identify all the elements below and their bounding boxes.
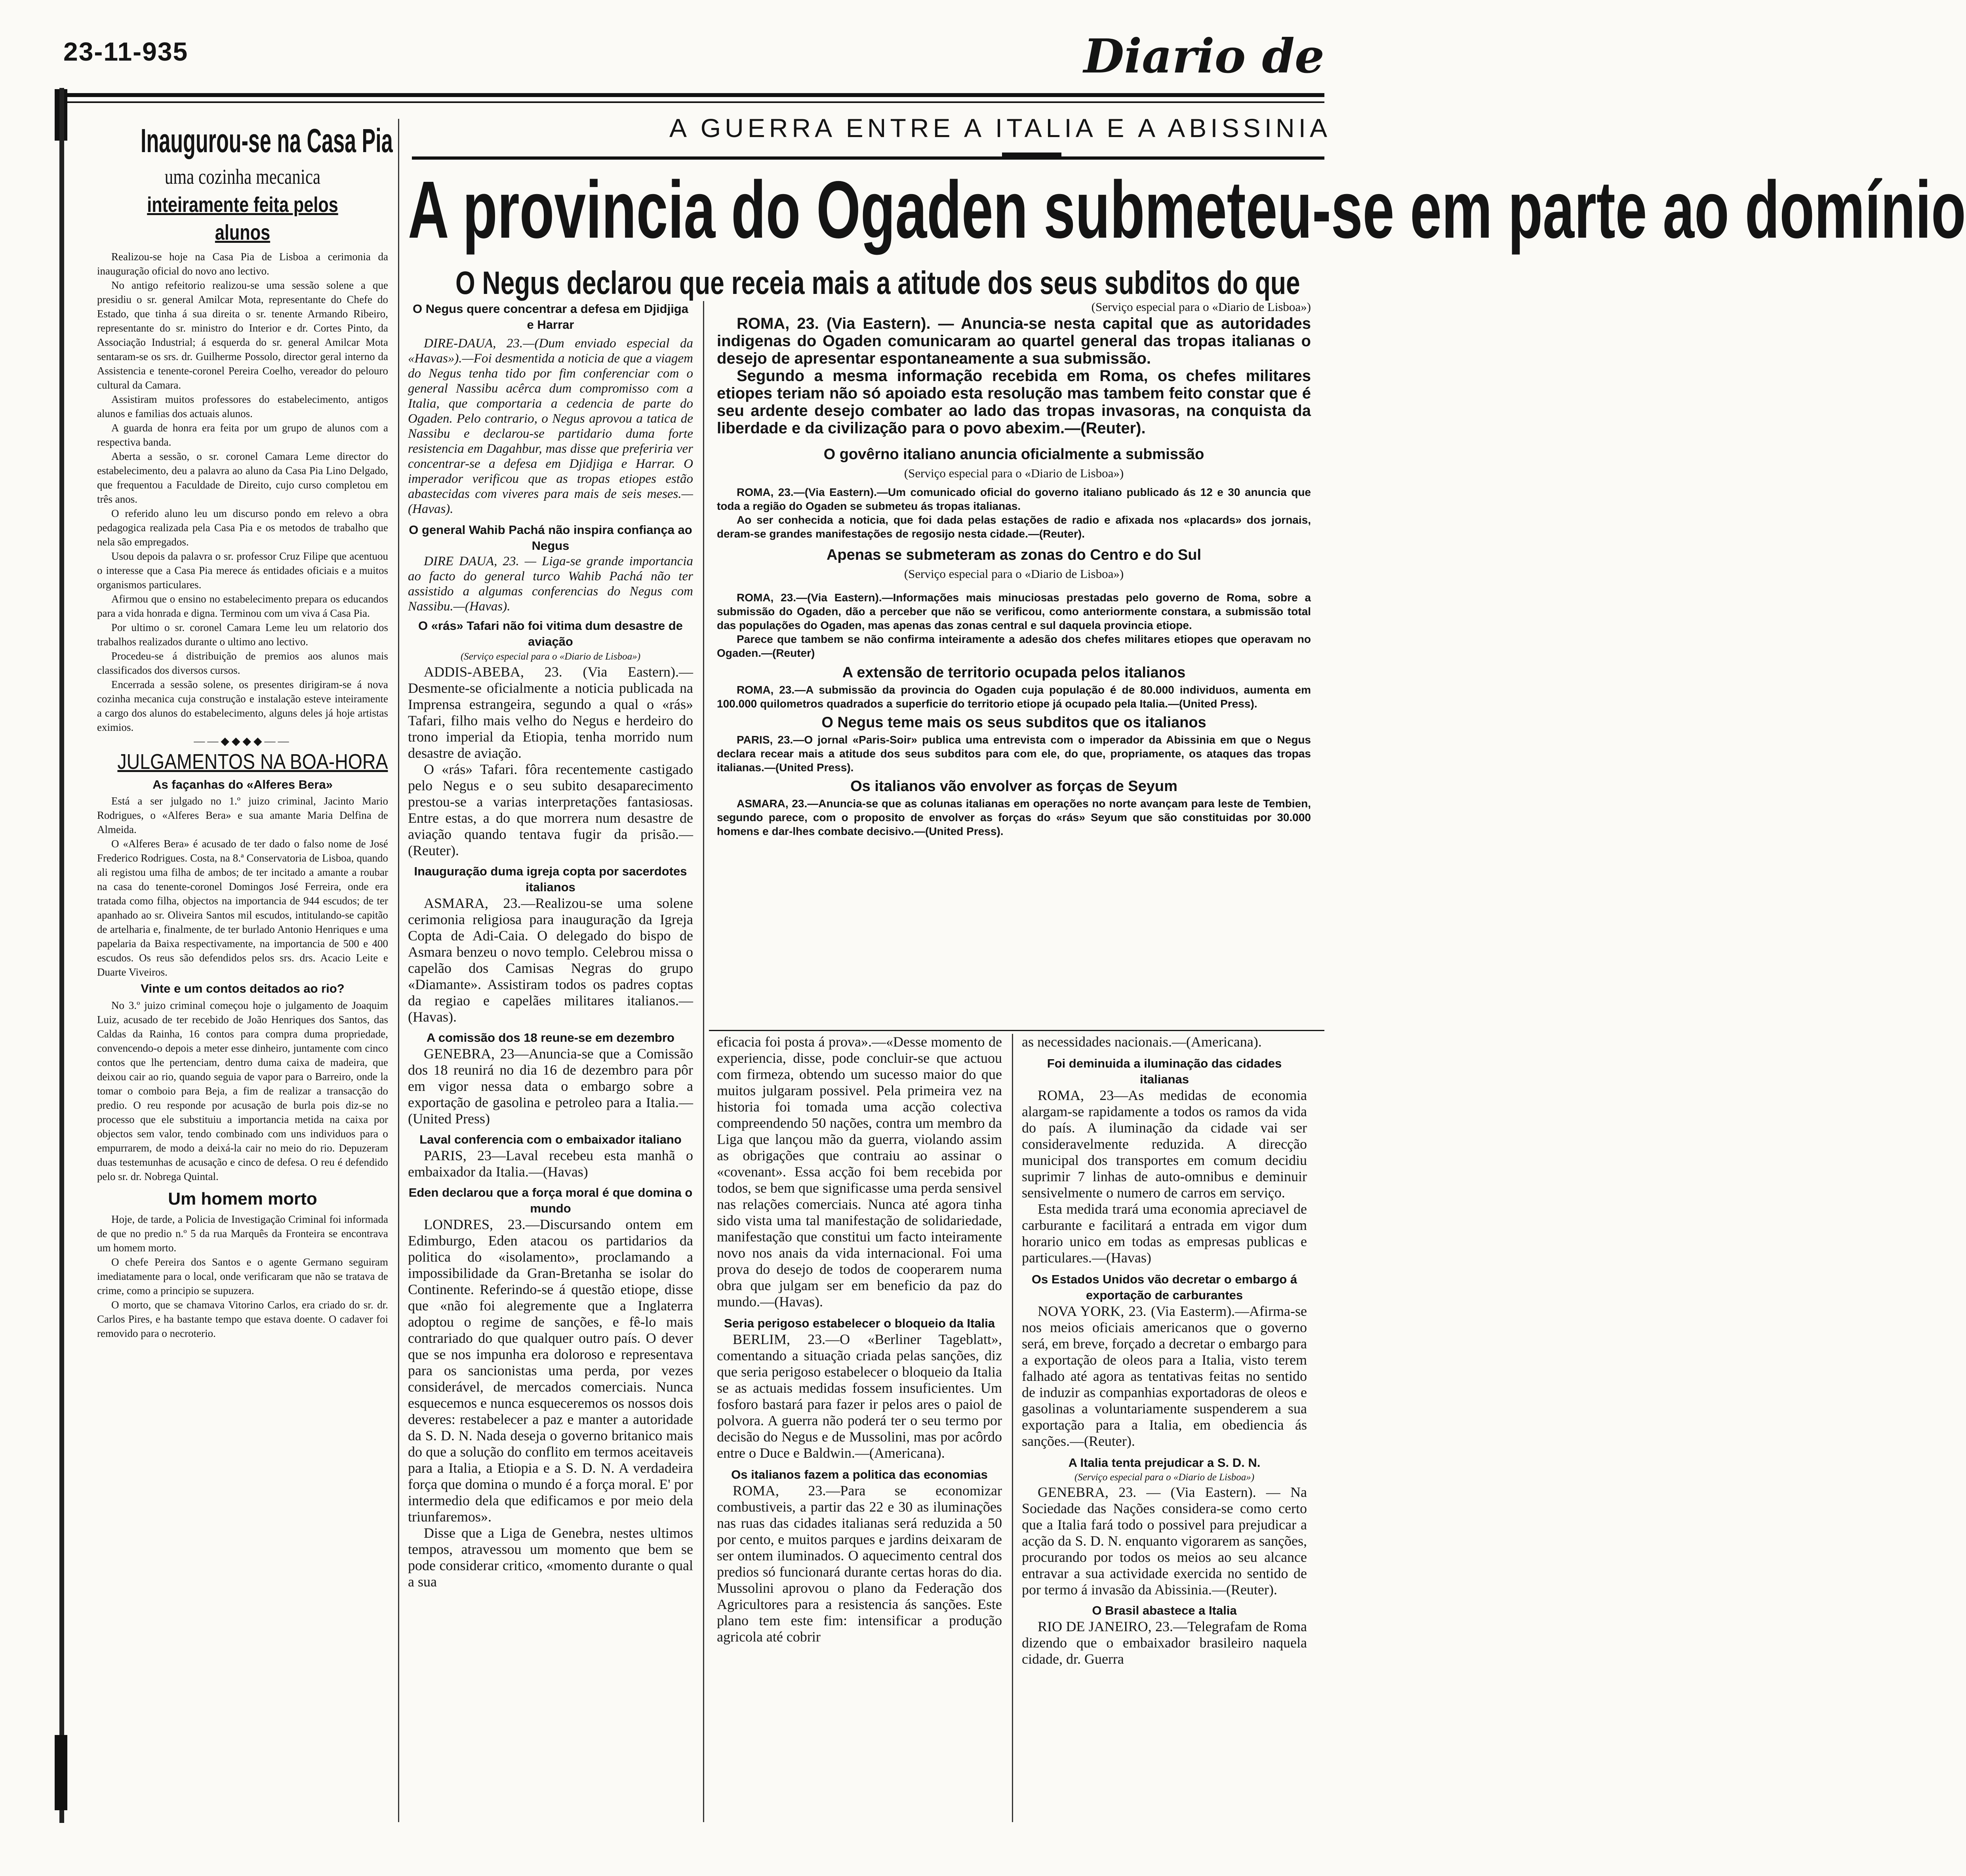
section-body bbox=[408, 895, 693, 1025]
section-body bbox=[717, 1034, 1002, 1310]
paragraph: ROMA, 23.—(Via Eastern).—Informações mais minuciosas prestadas pelo governo de Roma, sobre a submissão do Ogaden, dão a perceber que não se verificou, como anteriormente constara, a submissão total das populações do Ogaden, mas apenas das zonas central e sul daquela provincia etiope. bbox=[717, 591, 1311, 631]
service-note: (Serviço especial para o «Diario de Lisboa») bbox=[904, 466, 1124, 480]
paragraph: Segundo a mesma informação recebida em Roma, os chefes militares etiopes teriam não só apoiado esta resolução mas tambem feito constar que é seu ardente desejo combater ao lado das tropas invasoras, na conquista da liberdade e da civilização para o povo abexim.—(Reuter). bbox=[717, 367, 1311, 437]
paragraph: Ao ser conhecida a noticia, que foi dada pelas estações de radio e afixada nos «placards» dos jornais, deram-se grandes manifestações de regosijo nesta cidade.—(Reuter). bbox=[717, 514, 1311, 540]
service-note: (Serviço especial para o «Diario de Lisboa») bbox=[1091, 300, 1311, 314]
julgamentos-article bbox=[97, 794, 388, 979]
paragraph: ROMA, 23.—Para se economizar combustiveis, a partir das 22 e 30 as iluminações nas ruas das cidades italianas será reduzida a 50 por cento, e muitos parques e jardins deixaram de ser ontem iluminados. O aquecimento central dos predios só funcionará durante certas horas do dia. Mussolini aprovou o plano da Federação dos Agricultores para a resistencia ás sanções. Este plano tem este fim: intensificar a produção agricola até cobrir bbox=[717, 1483, 1002, 1645]
paragraph: PARIS, 23.—O jornal «Paris-Soir» publica uma entrevista com o imperador da Abissinia em que o Negus declara recear mais a atitude dos seus subditos para com ele, do que, propriamente, os ataques das tropas italianas.—(United Press). bbox=[717, 734, 1311, 774]
masthead: Diario de bbox=[1084, 29, 1324, 84]
paragraph: No 3.º juizo criminal começou hoje o julgamento de Joaquim Luiz, acusado de ter recebido de João Henriques dos Santos, das Caldas da Rainha, 16 contos para compra duma propriedade, convencendo-o depois a meter esse dinheiro, juntamente com cinco contos que lhe pertenciam, dentro duma caixa de madeira, que deixou cair ao rio, quando seguia de vapor para o Barreiro, onde la tomar o comboio para Beja, a fim de realizar a transacção do predio. O reu responde por acusação de burla pois diz-se no processo que ele substituiu a importancia metida na caixa por objectos sem valor, tendo combinado com uns individuos para o empurrarem, de modo a deixá-la cair no meio do rio. Depuzeram duas testemunhas de acusação e cinco de defesa. O reu é defendido pelo sr. dr. Nobrega Quintal. bbox=[97, 999, 388, 1182]
section-title: Seria perigoso estabelecer o bloqueio da Italia bbox=[724, 1316, 995, 1330]
vinte-contos-article bbox=[97, 998, 388, 1184]
paragraph: Esta medida trará uma economia apreciavel de carburante e facilitará a entrada em vigor dum horario unico em todas as empresas publicas e particulares.—(Havas) bbox=[1022, 1201, 1307, 1266]
ornament-divider: ——◆◆◆◆—— bbox=[194, 735, 291, 747]
paragraph: Disse que a Liga de Genebra, nestes ultimos tempos, atravessou um momento que bem se pode considerar critico, «momento durante o qual a sua bbox=[408, 1525, 693, 1590]
main-subhead: O Negus declarou que receia mais a atitude dos seus subditos do que bbox=[455, 265, 1300, 301]
paragraph: Por ultimo o sr. coronel Camara Leme leu um relatorio dos trabalhos realizados durante o ultimo ano lectivo. bbox=[97, 622, 388, 648]
header-rule bbox=[59, 93, 1324, 97]
paragraph: RIO DE JANEIRO, 23.—Telegrafam de Roma dizendo que o embaixador brasileiro naquela cidade, dr. Guerra bbox=[1022, 1619, 1307, 1667]
page-date: 23-11-935 bbox=[63, 37, 189, 66]
paragraph: Usou depois da palavra o sr. professor Cruz Filipe que acentuou o interesse que a Casa Pia merece ás entidades oficiais e a muitos organismos particulares. bbox=[97, 550, 388, 591]
casa-pia-article bbox=[97, 250, 388, 734]
section-body bbox=[717, 797, 1311, 838]
paragraph: Afirmou que o ensino no estabelecimento prepara os educandos para a vida honrada e digna. Terminou com um viva á Casa Pia. bbox=[97, 593, 388, 619]
section-body bbox=[408, 1046, 693, 1127]
section-title: O Negus teme mais os seus subditos que os italianos bbox=[821, 714, 1206, 731]
section-body bbox=[1022, 1619, 1307, 1667]
paragraph: O «Alferes Bera» é acusado de ter dado o falso nome de José Frederico Rodrigues. Costa, na 8.ª Conservatoria de Lisboa, quando ali registou uma filha de ambos; de ter incitado a amante a roubar na casa do tenente-coronel Domingos José Ferreira, onde era tratada como filha, objectos na importancia de 944 escudos; de ter apanhado ao sr. Oliveira Santos mil escudos, intitulando-se capitão de artelharia e, finalmente, de ter burlado Antonio Henriques e uma papelaria da Baixa respectivamente, na importancia de 500 e 400 escudos. Os reus são defendidos pelos srs. drs. Acacio Leite e Duarte Viveiros. bbox=[97, 838, 388, 978]
section-title: Os italianos fazem a politica das economias bbox=[731, 1468, 988, 1481]
section-body bbox=[1022, 1087, 1307, 1266]
reuter-article bbox=[717, 315, 1311, 437]
paragraph: Hoje, de tarde, a Policia de Investigação Criminal foi informada de que no predio n.º 5 da rua Marquês da Fronteira se encontrava um homem morto. bbox=[97, 1213, 388, 1254]
section-title: Laval conferencia com o embaixador italiano bbox=[419, 1132, 682, 1146]
paragraph: Aberta a sessão, o sr. coronel Camara Leme director do estabelecimento, deu a palavra ao aluno da Casa Pia Lino Delgado, que frequentou a Faculdade de Direito, cujo curso completou em três anos. bbox=[97, 450, 388, 505]
julgamentos-title: JULGAMENTOS NA BOA-HORA bbox=[117, 750, 388, 774]
section-title: Eden declarou que a força moral é que domina o mundo bbox=[408, 1186, 693, 1215]
column-rule bbox=[1012, 1034, 1013, 1822]
paragraph: ROMA, 23—As medidas de economia alargam-se rapidamente a todos os ramos da vida do país. A iluminação da cidade vai ser consideravelmente reduzida. A direcção municipal dos transportes em comum decidiu suprimir 7 linhas de auto-omnibus e deminuir sensivelmente o numero de carros em serviço. bbox=[1022, 1087, 1307, 1201]
page-margin-rule bbox=[59, 88, 64, 1823]
homem-morto-title: Um homem morto bbox=[168, 1189, 317, 1209]
war-banner: A GUERRA ENTRE A ITALIA E A ABISSINIA bbox=[669, 113, 1331, 143]
column-rule bbox=[703, 301, 704, 1822]
homem-morto-article bbox=[97, 1212, 388, 1340]
section-title: Os italianos vão envolver as forças de Seyum bbox=[850, 778, 1177, 795]
paragraph: O chefe Pereira dos Santos e o agente Germano seguiram imediatamente para o local, onde verificaram que não se tratava de crime, como a principio se supuzera. bbox=[97, 1256, 388, 1296]
paragraph: Assistiram muitos professores do estabelecimento, antigos alunos e familias dos actuais alunos. bbox=[97, 393, 388, 419]
paragraph: Encerrada a sessão solene, os presentes dirigiram-se á nova cozinha mecanica cuja construção e instalação esteve inteiramente a cargo dos alunos do estabelecimento, alguns deles já hoje artistas eximios. bbox=[97, 679, 388, 733]
paragraph: ASMARA, 23.—Realizou-se uma solene cerimonia religiosa para inauguração da Igreja Copta de Adi-Caia. O delegado do bispo de Asmara benzeu o novo templo. Celebrou missa o capelão dos Camisas Negras do grupo «Diamante». Assistiram todos os padres coptas da regiao e capelães militares italianos.—(Havas). bbox=[408, 895, 693, 1025]
paragraph: O «rás» Tafari. fôra recentemente castigado pelo Negus e o seu subito desaparecimento prestou-se a varias interpretações fantasiosas. Entre estas, a do que morrera num desastre de aviação quando tentava fugir da prisão.—(Reuter). bbox=[408, 761, 693, 858]
paragraph: ASMARA, 23.—Anuncia-se que as colunas italianas em operações no norte avançam para leste de Tembien, segundo parece, com o proposito de envolver as forças do «rás» Seyum que são constituidas por 30.000 homens e dar-lhes combate decisivo.—(United Press). bbox=[717, 797, 1311, 837]
main-headline: A provincia do Ogaden submeteu-se em parte ao domínio bbox=[408, 164, 1966, 255]
casa-pia-subhead-2: inteiramente feita pelos alunos bbox=[147, 193, 338, 244]
paragraph: O morto, que se chamava Vitorino Carlos, era criado do sr. dr. Carlos Pires, e ha bastante tempo que estava doente. O cadaver foi removido para o necroterio. bbox=[97, 1299, 388, 1339]
section-body bbox=[1022, 1484, 1307, 1598]
paragraph: as necessidades nacionais.—(Americana). bbox=[1022, 1034, 1262, 1050]
casa-pia-subhead: uma cozinha mecanica bbox=[164, 165, 321, 189]
section-title: O Negus quere concentrar a defesa em Djidjiga e Harrar bbox=[412, 302, 688, 332]
war-wide-block bbox=[717, 299, 1311, 838]
section-body bbox=[717, 683, 1311, 711]
paragraph: NOVA YORK, 23. (Via Easterm).—Afirma-se nos meios oficiais americanos que o governo será, em breve, forçado a decretar o embargo para a exportação de oleos para a Italia, visto terem falhado até agora as tentativas feitas no sentido de induzir as companhias exportadoras de oleos e gasolinas a voluntariamente suspenderem a sua exportação para a Italia, em obediencia ás sanções.—(Reuter). bbox=[1022, 1303, 1307, 1449]
column-rule bbox=[398, 119, 399, 1822]
service-note: (Serviço especial para o «Diario de Lisboa») bbox=[904, 567, 1124, 581]
julgamentos-subhead: As façanhas do «Alferes Bera» bbox=[152, 778, 333, 791]
paragraph: DIRE-DAUA, 23.—(Dum enviado especial da «Havas»).—Foi desmentida a noticia de que a viagem do Negus tenha tido por fim conferenciar com o general Nassibu acêrca dum compromisso com a Italia, que comportaria a cedencia de parte do Ogaden. Pelo contrario, o Negus aprovou a tatica de Nassibu e declarou-se partidario duma forte resistencia em Dagahbur, mas disse que preferiria ver concentrar-se a defesa em Djidjiga e Harrar. O imperador verificou que as tropas etiopes estão abastecidas com viveres para mais de seis meses.—(Havas). bbox=[408, 336, 693, 516]
section-title: Foi deminuida a iluminação das cidades italianas bbox=[1047, 1056, 1282, 1086]
war-column-4 bbox=[1022, 1034, 1307, 1667]
paragraph: Realizou-se hoje na Casa Pia de Lisboa a cerimonia da inauguração oficial do novo ano lectivo. bbox=[97, 251, 388, 277]
paragraph: eficacia foi posta á prova».—«Desse momento de experiencia, disse, pode concluir-se que actuou com firmeza, obtendo um sucesso maior do que muitos julgaram possivel. Pela primeira vez na historia foi tomada uma acção colectiva compreendendo 50 nações, contra um membro da Liga que lançou mão da guerra, violando assim as obrigações que contraiu ao assinar o «covenant». Essa acção foi bem recebida por todos, se bem que significasse uma perda sensivel nas relações comerciais. Nunca até agora tinha sido vista uma tal manifestação de solidariedade, manifestação que constitui um facto inteiramente novo nos anais da vida internacional. Foi uma prova do desejo de todos de cooperarem numa obra que julgam ser em beneficio da paz do mundo.—(Havas). bbox=[717, 1034, 1002, 1310]
paragraph: GENEBRA, 23. — (Via Eastern). — Na Sociedade das Nações considera-se como certo que a Italia fará todo o possivel para prejudicar a acção da S. D. N. enquanto vigorarem as sanções, procurando por todos os meios ao seu alcance entravar a sua actividade exercida no sentido de por termo á invasão da Abissinia.—(Reuter). bbox=[1022, 1484, 1307, 1598]
section-body bbox=[717, 1483, 1002, 1645]
section-title: O govêrno italiano anuncia oficialmente a submissão bbox=[823, 446, 1204, 463]
paragraph: A guarda de honra era feita por um grupo de alunos com a respectiva banda. bbox=[97, 422, 388, 448]
section-title: A extensão de territorio ocupada pelos italianos bbox=[842, 664, 1186, 681]
war-column-3 bbox=[717, 1034, 1002, 1645]
section-title: O Brasil abastece a Italia bbox=[1092, 1603, 1237, 1617]
section-title: A comissão dos 18 reune-se em dezembro bbox=[427, 1031, 674, 1045]
paragraph: BERLIM, 23.—O «Berliner Tageblatt», comentando a situação criada pelas sanções, diz que seria perigoso estabelecer o bloqueio da Italia se as actuais medidas fossem insuficientes. Um fosforo bastará para fazer ir pelos ares o paiol de polvora. A guerra não poderá ter o seu termo por decisão do Negus e de Mussolini, mas por acôrdo entre o Duce e Baldwin.—(Americana). bbox=[717, 1331, 1002, 1461]
section-body bbox=[717, 591, 1311, 660]
paragraph: GENEBRA, 23—Anuncia-se que a Comissão dos 18 reunirá no dia 16 de dezembro para pôr em vigor nessa data o embargo sobre a exportação de gasolina e petroleo para a Italia.—(United Press) bbox=[408, 1046, 693, 1127]
section-title: Apenas se submeteram as zonas do Centro e do Sul bbox=[826, 547, 1202, 563]
section-body bbox=[408, 664, 693, 859]
section-body bbox=[717, 733, 1311, 774]
section-body bbox=[717, 1331, 1002, 1461]
section-title: A Italia tenta prejudicar a S. D. N. bbox=[1068, 1456, 1261, 1470]
banner-rule bbox=[412, 156, 1324, 160]
vinte-contos-subhead: Vinte e um contos deitados ao rio? bbox=[141, 982, 345, 995]
section-rule bbox=[709, 1030, 1324, 1031]
section-title: Inauguração duma igreja copta por sacerdotes italianos bbox=[414, 864, 687, 894]
paragraph: No antigo refeitorio realizou-se uma sessão solene a que presidiu o sr. general Amilcar Mota, representante do Chefe do Estado, que tinha á sua direita o sr. tenente Armando Ribeiro, representante do sr. ministro do Interior e dr. Cortes Pinto, da Associação Industrial; á esquerda do sr. general Amilcar Mota sentaram-se os srs. dr. Guilherme Possolo, director geral interno da Assistencia e tenente-coronel Pereira Coelho, vereador do pelouro cultural da Camara. bbox=[97, 279, 388, 391]
paragraph: ROMA, 23. (Via Eastern). — Anuncia-se nesta capital que as autoridades indigenas do Ogaden comunicaram ao quartel general das tropas italianas o desejo de apresentar espontaneamente a sua submissão. bbox=[717, 315, 1311, 367]
section-body bbox=[1022, 1034, 1307, 1050]
paragraph: Parece que tambem se não confirma inteiramente a adesão dos chefes militares etiopes que operavam no Ogaden.—(Reuter) bbox=[717, 633, 1311, 659]
section-title: Os Estados Unidos vão decretar o embargo á exportação de carburantes bbox=[1031, 1272, 1297, 1302]
service-note: (Serviço especial para o «Diario de Lisboa») bbox=[460, 651, 641, 662]
header-rule-thin bbox=[59, 101, 1324, 103]
section-title: O «rás» Tafari não foi vitima dum desastre de aviação bbox=[418, 619, 683, 648]
paragraph: ROMA, 23.—(Via Eastern).—Um comunicado oficial do governo italiano publicado ás 12 e 30 anuncia que toda a região do Ogaden se submeteu ás tropas italianas. bbox=[717, 486, 1311, 512]
paragraph: Está a ser julgado no 1.º juizo criminal, Jacinto Mario Rodrigues, o «Alferes Bera» e sua amante Maria Delfina de Almeida. bbox=[97, 795, 388, 835]
paragraph: DIRE DAUA, 23. — Liga-se grande importancia ao facto do general turco Wahib Pachá não ter assistido a algumas conferencias do Negus com Nassibu.—(Havas). bbox=[408, 554, 693, 614]
paragraph: PARIS, 23—Laval recebeu esta manhã o embaixador da Italia.—(Havas) bbox=[408, 1148, 693, 1180]
section-body bbox=[408, 1148, 693, 1180]
banner-rule-accent bbox=[1002, 153, 1061, 158]
paragraph: ROMA, 23.—A submissão da provincia do Ogaden cuja população é de 80.000 individuos, aumenta em 100.000 quilometros quadrados a superficie do territorio etiope já ocupado pela Italia.—(United Press). bbox=[717, 684, 1311, 710]
paragraph: Procedeu-se á distribuição de premios aos alunos mais classificados dos diversos cursos. bbox=[97, 650, 388, 676]
service-note: (Serviço especial para o «Diario de Lisboa») bbox=[1074, 1472, 1255, 1483]
paragraph: ADDIS-ABEBA, 23. (Via Eastern).—Desmente-se oficialmente a noticia publicada na Imprensa estrangeira, segundo a qual o «rás» Tafari, filho mais velho do Negus e herdeiro do trono imperial da Etiopia, tenha morrido num desastre de aviação. bbox=[408, 664, 693, 761]
left-column bbox=[97, 119, 393, 1340]
section-body bbox=[408, 1216, 693, 1590]
section-body bbox=[717, 485, 1311, 541]
paragraph: O referido aluno leu um discurso pondo em relevo a obra pedagogica realizada pela Casa Pia e os metodos de trabalho que nela são empregados. bbox=[97, 507, 388, 548]
section-body bbox=[408, 554, 693, 614]
section-title: O general Wahib Pachá não inspira confiança ao Negus bbox=[409, 523, 692, 553]
section-body bbox=[408, 336, 693, 517]
casa-pia-headline: Inaugurou-se na Casa Pia bbox=[141, 122, 393, 159]
margin-block-bottom bbox=[55, 1735, 67, 1810]
war-column-2 bbox=[408, 301, 693, 1590]
paragraph: LONDRES, 23.—Discursando ontem em Edimburgo, Eden atacou os partidarios da politica do «isolamento», proclamando a impossibilidade da Gran-Bretanha se isolar do Continente. Referindo-se á questão etiope, disse que «não foi alegremente que a Inglaterra adoptou o regime de sanções, e fê-lo mais contrariado do que qualquer outro país. O dever que se nos impunha era doloroso e representava para os sancionistas uma perda, por vezes considerável, de mercados comerciais. Nunca esquecemos e nunca esqueceremos os nossos dois deveres: restabelecer a paz e manter a autoridade da S. D. N. Nada deseja o governo britanico mais do que a solução do conflito em termos aceitaveis para a Italia, a Etiopia e a S. D. N. A verdadeira força que domina o mundo é a força moral. E' por intermedio dela que edificamos e por meio dela triunfaremos». bbox=[408, 1216, 693, 1525]
section-body bbox=[1022, 1303, 1307, 1449]
